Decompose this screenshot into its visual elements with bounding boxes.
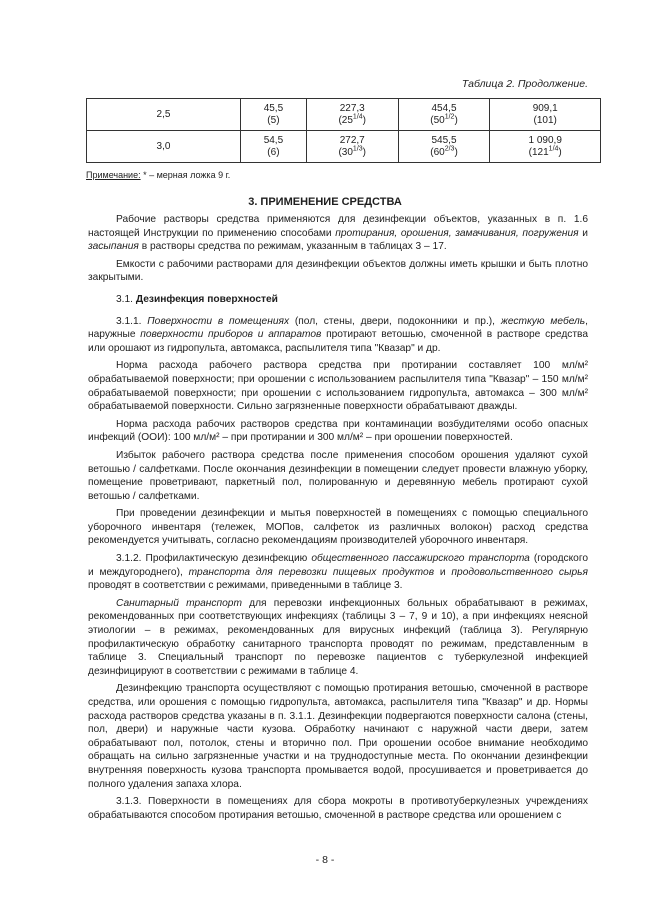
row-label-cell: 3,0 — [87, 131, 241, 163]
paragraph-3-1-2: 3.1.2. Профилактическую дезинфекцию общественного пассажирского транспорта (городского и междугороднего), транспорта для перевозки пищевых продуктов и продовольственного сырья проводят в соответствии с режимами, приведенными в таблице 3. — [88, 553, 589, 592]
document-body — [88, 213, 588, 826]
row-label-cell: 2,5 — [87, 99, 241, 131]
page-number: - 8 - — [315, 854, 335, 866]
table-cell: 227,3 $(25^{1/4})$ — [306, 99, 398, 131]
table-cell: 54,5 (6) — [241, 131, 307, 163]
paragraph-ooi-norm: Норма расхода рабочих растворов средства при контаминации возбудителями особо опасных инфекций (ООИ): 100 мл/м² – при протирании и 300 мл/м² – при орошении поверхностей. — [88, 418, 588, 444]
table-cell: 909,1 (101) — [490, 99, 601, 131]
paragraph-transport-disinfection: Дезинфекцию транспорта осуществляют с помощью протирания ветошью, смоченной в растворе средства, или орошения с помощью гидропульта, автомакса, распылителя типа "Квазар" и др. Нормы расхода растворов средства указаны в п. 3.1.1. Дезинфекции подвергаются поверхности салона (стены, пол, двери) и наружные части кузова. Обработку начинают с наружной части двери, затем обрабатывают пол, потолок, стены и вторично пол. При орошении особое внимание необходимо обращать на сильно загрязненные участки и на труднодоступные места. По окончании дезинфекции внутренняя поверхность кузова транспорта промывается водой, просушивается и проветривается до полного удаления запаха хлора. — [88, 683, 588, 790]
paragraph-containers: Емкости с рабочими растворами для дезинфекции объектов должны иметь крышки и быть плотно закрытыми. — [88, 258, 588, 284]
paragraph-consumption-norm: Норма расхода рабочего раствора средства при протирании составляет 100 мл/м² обрабатываемой поверхности; при орошении с использованием распылителя типа "Квазар" – 150 мл/м² обрабатываемой поверхности; при орошении с использованием гидропульта, автомакса – 300 мл/м² обрабатываемой поверхности. Сильно загрязненные поверхности обрабатывают дважды. — [88, 360, 588, 413]
paragraph-3-1-3: 3.1.3. Поверхности в помещениях для сбора мокроты в противотуберкулезных учреждениях обрабатываются способом протирания ветошью, смоченной в растворе средства или орошением с — [88, 796, 588, 821]
table-cell: 45,5 (5) — [241, 99, 307, 131]
table-row — [87, 131, 601, 163]
table-cell: 1 090,9 $(121^{1/4})$ — [490, 131, 601, 163]
note-text: * – мерная ложка 9 г. — [140, 170, 231, 180]
table-note — [86, 170, 230, 180]
paragraph-cleaning-equipment: При проведении дезинфекции и мытья поверхностей в помещениях с помощью специального уборочного инвентаря (тележек, МОПов, салфеток из различных волокон) расход средства рекомендуется учитывать, согласно рекомендациям производителей уборочного инвентаря. — [88, 508, 588, 547]
table-cell: 545,5 $(60^{2/3})$ — [398, 131, 490, 163]
section-title: 3. ПРИМЕНЕНИЕ СРЕДСТВА — [248, 196, 402, 208]
dosage-table — [86, 98, 601, 163]
paragraph-sanitary-transport: Санитарный транспорт для перевозки инфекционных больных обрабатывают в режимах, рекомендованных при соответствующих инфекциях (таблицы 3 – 7, 9 и 10), а при инфекциях неясной этиологии – в режимах, рекомендованных для вирусных инфекций (таблица 3). Регулярную профилактическую обработку санитарного транспорта проводят по режимам, представленным в таблице 3. Специальный транспорт по перевозке пациентов с туберкулезной инфекцией дезинфицируют в соответствии с режимами в таблице 4. — [88, 597, 588, 677]
table-cell: 272,7 $(30^{1/3})$ — [306, 131, 398, 163]
table-cell: 454,5 $(50^{1/2})$ — [398, 99, 490, 131]
paragraph-3-1-1: 3.1.1. Поверхности в помещениях (пол, стены, двери, подоконники и пр.), жесткую мебель, наружные поверхности приборов и аппаратов протирают ветошью, смоченной в растворе средства или орошают из гидропульта, автомакса, распылителя типа "Квазар" и др. — [88, 315, 588, 354]
paragraph-working-solutions: Рабочие растворы средства применяются для дезинфекции объектов, указанных в п. 1.6 настоящей Инструкции по применению способами протирания, орошения, замачивания, погружения и засыпания в растворы средства по режимам, указанным в таблицах 3 – 17. — [88, 214, 588, 253]
table-caption: Таблица 2. Продолжение. — [461, 78, 588, 90]
table-row — [87, 99, 601, 131]
paragraph-excess-solution: Избыток рабочего раствора средства после применения способом орошения удаляют сухой ветошью / салфетками. После окончания дезинфекции в помещении следует провести влажную уборку, помещение проветривают, паркетный пол, полированную и деревянную мебель протирают сухой ветошью / салфетками. — [88, 449, 588, 502]
note-label: Примечание: — [86, 170, 141, 180]
subsection-title-3-1: 3.1. Дезинфекция поверхностей — [116, 293, 278, 305]
